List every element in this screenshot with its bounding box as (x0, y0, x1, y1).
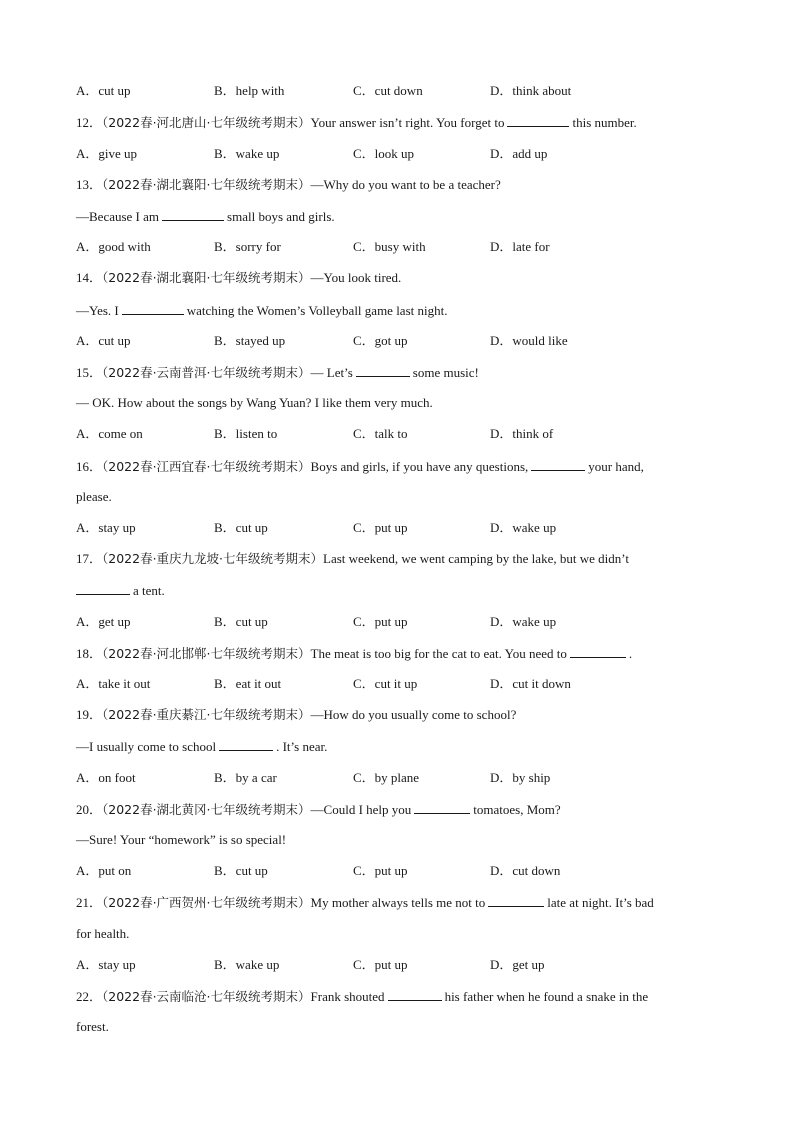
q13-dialogue (76, 208, 335, 224)
question-source: （2022春·河北邯郸·七年级统考期末） (102, 646, 311, 661)
q16-option-c[interactable]: C．put up (353, 520, 408, 535)
q20-option-a[interactable]: A．put on (76, 863, 132, 878)
question-number: 21． (76, 895, 103, 910)
answer-blank (388, 988, 442, 1001)
question-text-after: your hand, (588, 459, 644, 474)
q14-option-b[interactable]: B．stayed up (214, 333, 286, 348)
q16-option-d[interactable]: D．wake up (490, 520, 557, 535)
question-text-after: some music! (412, 365, 479, 380)
q16-stem-continued (76, 489, 112, 505)
q13-option-d[interactable]: D．late for (490, 239, 550, 254)
q14-stem (76, 270, 401, 286)
question-text: please. (76, 489, 112, 504)
q15-option-d[interactable]: D．think of (490, 426, 554, 441)
question-text: Boys and girls, if you have any questions, (310, 459, 529, 474)
q21-stem-continued (76, 926, 129, 942)
question-text-after: his father when he found a snake in the (444, 989, 649, 1004)
q20-dialogue (76, 832, 286, 848)
question-source: （2022春·重庆綦江·七年级统考期末） (102, 707, 311, 722)
q14-option-a[interactable]: A．cut up (76, 333, 131, 348)
q12-option-b[interactable]: B．wake up (214, 146, 280, 161)
q17-option-b[interactable]: B．cut up (214, 614, 268, 629)
q17-options (76, 614, 716, 630)
q20-option-b[interactable]: B．cut up (214, 863, 268, 878)
q12-option-a[interactable]: A．give up (76, 146, 138, 161)
question-number: 22． (76, 989, 103, 1004)
question-source: （2022春·重庆九龙坡·七年级统考期末） (102, 551, 324, 566)
question-text-after: a tent. (133, 583, 165, 598)
question-source: （2022春·湖北襄阳·七年级统考期末） (102, 177, 311, 192)
q15-option-a[interactable]: A．come on (76, 426, 143, 441)
question-text: — OK. How about the songs by Wang Yuan? I like them very much. (76, 395, 433, 410)
q21-option-c[interactable]: C．put up (353, 957, 408, 972)
question-text-after: late at night. It’s bad (547, 895, 654, 910)
question-number: 19． (76, 707, 103, 722)
question-text-after: . It’s near. (276, 739, 328, 754)
answer-blank (570, 645, 626, 658)
question-number: 13． (76, 177, 103, 192)
q16-option-a[interactable]: A．stay up (76, 520, 136, 535)
q21-stem (76, 894, 654, 910)
q11-option-a[interactable]: A．cut up (76, 83, 131, 98)
question-text: — Let’s (310, 365, 353, 380)
question-text: —Could I help you (310, 802, 412, 817)
question-text: forest. (76, 1019, 109, 1034)
q20-stem (76, 801, 561, 817)
q19-option-c[interactable]: C．by plane (353, 770, 420, 785)
q13-option-c[interactable]: C．busy with (353, 239, 426, 254)
answer-blank (531, 458, 585, 471)
q11-option-b[interactable]: B．help with (214, 83, 285, 98)
q12-stem (76, 114, 637, 130)
q15-dialogue (76, 395, 433, 411)
question-number: 17． (76, 551, 103, 566)
answer-blank (356, 364, 410, 377)
q17-stem-continued (76, 582, 165, 598)
q16-stem (76, 458, 644, 474)
question-source: （2022春·江西宜春·七年级统考期末） (102, 459, 311, 474)
question-source: （2022春·广西贺州·七年级统考期末） (102, 895, 311, 910)
question-text-after: tomatoes, Mom? (473, 802, 561, 817)
question-text: —Yes. I (76, 303, 119, 318)
q20-options (76, 863, 716, 879)
q19-stem (76, 707, 516, 723)
q19-options (76, 770, 716, 786)
q18-options (76, 676, 716, 692)
question-text: My mother always tells me not to (310, 895, 486, 910)
answer-blank (219, 738, 273, 751)
q22-stem (76, 988, 648, 1004)
answer-blank (162, 208, 224, 221)
q19-option-d[interactable]: D．by ship (490, 770, 551, 785)
q13-stem (76, 177, 501, 193)
question-source: （2022春·云南临沧·七年级统考期末） (102, 989, 311, 1004)
question-number: 18． (76, 646, 103, 661)
q19-dialogue (76, 738, 327, 754)
q17-option-c[interactable]: C．put up (353, 614, 408, 629)
q15-option-b[interactable]: B．listen to (214, 426, 278, 441)
question-text: —I usually come to school (76, 739, 217, 754)
q16-option-b[interactable]: B．cut up (214, 520, 268, 535)
q11-option-d[interactable]: D．think about (490, 83, 572, 98)
q16-options (76, 520, 716, 536)
question-text: for health. (76, 926, 130, 941)
q12-option-c[interactable]: C．look up (353, 146, 415, 161)
question-source: （2022春·湖北黄冈·七年级统考期末） (102, 802, 311, 817)
q17-stem (76, 551, 629, 567)
q21-options (76, 957, 716, 973)
q19-option-b[interactable]: B．by a car (214, 770, 277, 785)
question-text: —Sure! Your “homework” is so special! (76, 832, 287, 847)
question-number: 20． (76, 802, 103, 817)
answer-blank (414, 801, 470, 814)
question-text-after: . (628, 646, 633, 661)
answer-blank (76, 582, 130, 595)
q14-option-d[interactable]: D．would like (490, 333, 568, 348)
q15-options (76, 426, 716, 442)
q18-option-b[interactable]: B．eat it out (214, 676, 282, 691)
q12-options (76, 146, 716, 162)
q17-option-a[interactable]: A．get up (76, 614, 131, 629)
q13-options (76, 239, 716, 255)
question-text-after: small boys and girls. (227, 209, 335, 224)
question-text: —How do you usually come to school? (310, 707, 517, 722)
q14-option-c[interactable]: C．got up (353, 333, 408, 348)
q18-option-a[interactable]: A．take it out (76, 676, 151, 691)
q22-stem-continued (76, 1019, 109, 1035)
question-text: Your answer isn’t right. You forget to (310, 115, 505, 130)
q11-option-c[interactable]: C．cut down (353, 83, 423, 98)
question-text: —Why do you want to be a teacher? (310, 177, 501, 192)
answer-blank (488, 894, 544, 907)
question-number: 16． (76, 459, 103, 474)
question-text: —You look tired. (310, 270, 402, 285)
q21-option-a[interactable]: A．stay up (76, 957, 136, 972)
q17-option-d[interactable]: D．wake up (490, 614, 557, 629)
question-text-after: watching the Women’s Volleyball game last night. (186, 303, 448, 318)
q13-option-a[interactable]: A．good with (76, 239, 151, 254)
q21-option-d[interactable]: D．get up (490, 957, 545, 972)
question-text: Last weekend, we went camping by the lake, but we didn’t (323, 551, 629, 566)
q11-options (76, 83, 716, 99)
question-source: （2022春·云南普洱·七年级统考期末） (102, 365, 311, 380)
question-text-after: this number. (572, 115, 637, 130)
q20-option-d[interactable]: D．cut down (490, 863, 561, 878)
q15-stem (76, 364, 479, 380)
answer-blank (122, 302, 184, 315)
q19-option-a[interactable]: A．on foot (76, 770, 136, 785)
q18-option-d[interactable]: D．cut it down (490, 676, 571, 691)
q20-option-c[interactable]: C．put up (353, 863, 408, 878)
question-source: （2022春·河北唐山·七年级统考期末） (102, 115, 311, 130)
question-number: 14． (76, 270, 103, 285)
q15-option-c[interactable]: C．talk to (353, 426, 408, 441)
q18-stem (76, 645, 632, 661)
q12-option-d[interactable]: D．add up (490, 146, 548, 161)
question-text: —Because I am (76, 209, 160, 224)
answer-blank (507, 114, 569, 127)
question-number: 12． (76, 115, 103, 130)
question-text: The meat is too big for the cat to eat. You need to (310, 646, 567, 661)
question-source: （2022春·湖北襄阳·七年级统考期末） (102, 270, 311, 285)
question-text: Frank shouted (310, 989, 385, 1004)
q14-dialogue (76, 302, 447, 318)
q13-option-b[interactable]: B．sorry for (214, 239, 281, 254)
q18-option-c[interactable]: C．cut it up (353, 676, 418, 691)
q21-option-b[interactable]: B．wake up (214, 957, 280, 972)
question-number: 15． (76, 365, 103, 380)
q14-options (76, 333, 716, 349)
